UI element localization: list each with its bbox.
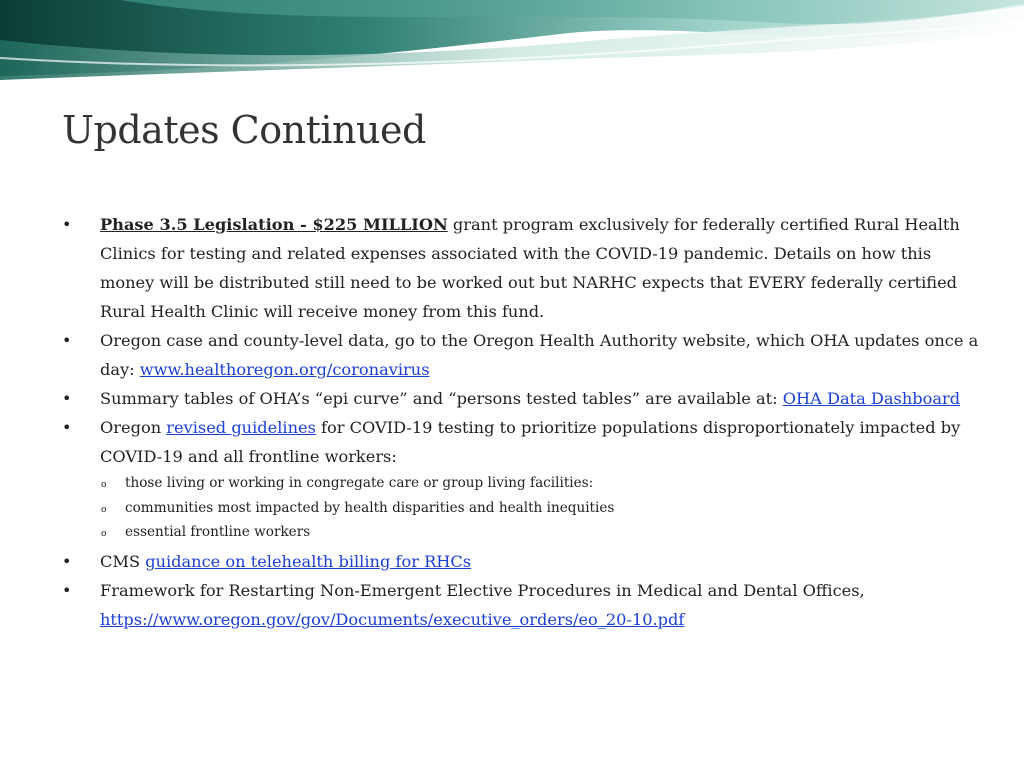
healthoregon-link[interactable]: www.healthoregon.org/coronavirus xyxy=(139,360,430,379)
sub-bullet-marker: o xyxy=(101,480,107,490)
sub-bullet-marker: o xyxy=(101,529,107,539)
bullet-text: Oregon xyxy=(100,418,167,437)
bullet-marker: • xyxy=(62,580,72,600)
oha-dashboard-link[interactable]: OHA Data Dashboard xyxy=(782,389,961,408)
header-banner-decoration xyxy=(0,0,1024,80)
sub-bullet-marker: o xyxy=(101,504,107,515)
bullet-text: for COVID-19 testing to prioritize populations disproportionately impacted by COVID-19 and all frontline workers: xyxy=(100,418,961,466)
bullet-item-framework xyxy=(62,576,982,634)
sub-item xyxy=(62,471,982,496)
bullet-marker: • xyxy=(62,418,72,437)
bullet-text: Summary tables of OHA’s “epi curve” and “persons tested tables” are available at: xyxy=(100,389,783,408)
bullet-marker: • xyxy=(62,551,72,571)
bullet-text: grant program exclusively for federally certified Rural Health Clinics for testing and related expenses associated with the COVID-19 pandemic. Details on how this money will be distributed still need to be worked out but NARHC expects that EVERY federally certified Rural Health Clinic will receive money from this fund. xyxy=(100,215,960,321)
page-title: Updates Continued xyxy=(62,108,426,152)
bullet-item-summary-tables xyxy=(62,384,982,413)
bullet-marker: • xyxy=(62,389,72,408)
bullet-item-phase35 xyxy=(62,210,982,326)
bullet-item-cms xyxy=(62,547,982,576)
sub-item-text: communities most impacted by health disparities and health inequities xyxy=(125,499,615,516)
sub-item-text: essential frontline workers xyxy=(125,524,311,540)
executive-order-link[interactable]: https://www.oregon.gov/gov/Documents/executive_orders/eo_20-10.pdf xyxy=(100,609,685,629)
bullet-marker: • xyxy=(62,331,72,350)
phase35-heading: Phase 3.5 Legislation - $225 MILLION xyxy=(100,215,448,234)
sub-item xyxy=(62,496,982,521)
sub-item xyxy=(62,520,982,545)
bullet-text: Oregon case and county-level data, go to the Oregon Health Authority website, which OHA updates once a day: xyxy=(100,331,979,379)
bullet-list xyxy=(62,210,982,634)
bullet-item-oregon-data xyxy=(62,326,982,384)
sub-item-text: those living or working in congregate care or group living facilities: xyxy=(125,475,594,491)
bullet-marker: • xyxy=(62,215,72,234)
revised-guidelines-link[interactable]: revised guidelines xyxy=(166,418,316,437)
telehealth-guidance-link[interactable]: guidance on telehealth billing for RHCs xyxy=(145,551,472,571)
bullet-text: CMS xyxy=(100,551,146,571)
bullet-item-revised-guidelines xyxy=(62,413,982,471)
bullet-text: Framework for Restarting Non-Emergent Elective Procedures in Medical and Dental Offices, xyxy=(100,580,865,600)
